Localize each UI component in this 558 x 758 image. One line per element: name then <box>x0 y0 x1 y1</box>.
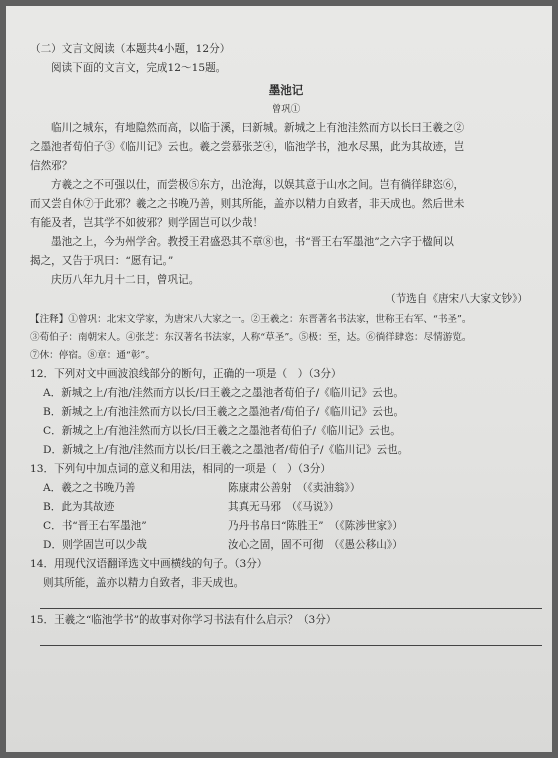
paragraph-line: 临川之城东，有地隐然而高，以临于溪，曰新城。新城之上有池洼然而方以长曰王羲之② <box>51 122 465 134</box>
question-12-option: C．新城之上/有池洼然而方以长/曰王羲之之墨池者荀伯子/《临川记》云也。 <box>43 425 401 437</box>
paragraph-line: 有能及者，岂其学不如彼邪？则学固岂可以少哉！ <box>30 217 264 229</box>
exam-content <box>30 40 542 646</box>
question-13-option <box>30 498 542 517</box>
paragraph-line: 庆历八年九月十二日，曾巩记。 <box>51 274 200 286</box>
question-15-stem: 15．王羲之“临池学书”的故事对你学习书法有什么启示？（3分） <box>30 614 337 626</box>
paragraph-line: 方羲之之不可强以仕，而尝极⑤东方，出沧海，以娱其意于山水之间。岂有徜徉肆恣⑥， <box>51 179 465 191</box>
note-line: 【注释】①曾巩：北宋文学家，为唐宋八大家之一。②王羲之：东晋著名书法家，世称王右军、“书圣”。 <box>30 314 472 325</box>
question-13-option <box>30 536 542 555</box>
option-left: A．羲之之书晚乃善 <box>43 482 136 494</box>
question-12-option: B．新城之上/有池洼然而方以长/曰王羲之之墨池者/荀伯子/《临川记》云也。 <box>43 406 405 418</box>
instruction: 阅读下面的文言文，完成12～15题。 <box>51 62 227 74</box>
option-right: 陈康肃公善射 （《卖油翁》） <box>228 482 361 494</box>
question-13-stem: 13．下列句中加点词的意义和用法，相同的一项是（ ）（3分） <box>30 463 331 475</box>
paragraph-line: 墨池之上，今为州学舍。教授王君盛恐其不章⑧也，书“晋王右军墨池”之六字于楹间以 <box>51 236 454 248</box>
question-13-option <box>30 479 542 498</box>
section-header: （二）文言文阅读（本题共4小题，12分） <box>30 43 231 55</box>
option-right: 汝心之固，固不可彻 （《愚公移山》） <box>228 539 403 551</box>
note-line: ⑦休：停宿。⑧章：通“彰”。 <box>30 350 155 361</box>
paragraph-line: 信然邪？ <box>30 160 73 172</box>
option-left: B．此为其故迹 <box>43 501 115 513</box>
question-12-stem: 12．下列对文中画波浪线部分的断句，正确的一项是（ ）（3分） <box>30 368 342 380</box>
paragraph-line: 之墨池者荀伯子③《临川记》云也。羲之尝慕张芝④，临池学书，池水尽黑，此为其故迹，岂 <box>30 141 465 153</box>
answer-line <box>40 630 542 646</box>
question-12-option: D．新城之上/有池/洼然而方以长/曰王羲之之墨池者/荀伯子/《临川记》云也。 <box>43 444 409 456</box>
paragraph-line: 揭之，又告于巩曰：“愿有记。” <box>30 255 174 267</box>
paragraph-line: 而又尝自休⑦于此邪？羲之之书晚乃善，则其所能，盖亦以精力自致者，非天成也。然后世未 <box>30 198 465 210</box>
passage-title: 墨池记 <box>268 83 304 97</box>
answer-line <box>40 593 542 609</box>
question-14-sentence: 则其所能，盖亦以精力自致者，非天成也。 <box>43 577 245 589</box>
passage-source: （节选自《唐宋八大家文钞》） <box>384 293 528 305</box>
note-line: ③荀伯子：南朝宋人。④张芝：东汉著名书法家，人称“草圣”。⑤极：至，达。⑥徜徉肆恣：尽情游览。 <box>30 332 472 343</box>
question-14-stem: 14．用现代汉语翻译选文中画横线的句子。（3分） <box>30 558 268 570</box>
question-13-option <box>30 517 542 536</box>
option-right: 乃丹书帛曰“陈胜王” （《陈涉世家》） <box>228 520 404 532</box>
exam-paper <box>6 6 552 752</box>
option-left: C．书“晋王右军墨池” <box>43 520 147 532</box>
option-right: 其真无马邪 （《马说》） <box>228 501 340 513</box>
question-12-option: A．新城之上/有池/洼然而方以长/曰王羲之之墨池者荀伯子/《临川记》云也。 <box>43 387 404 399</box>
passage-author: 曾巩① <box>271 104 301 115</box>
option-left: D．则学固岂可以少哉 <box>43 539 147 551</box>
